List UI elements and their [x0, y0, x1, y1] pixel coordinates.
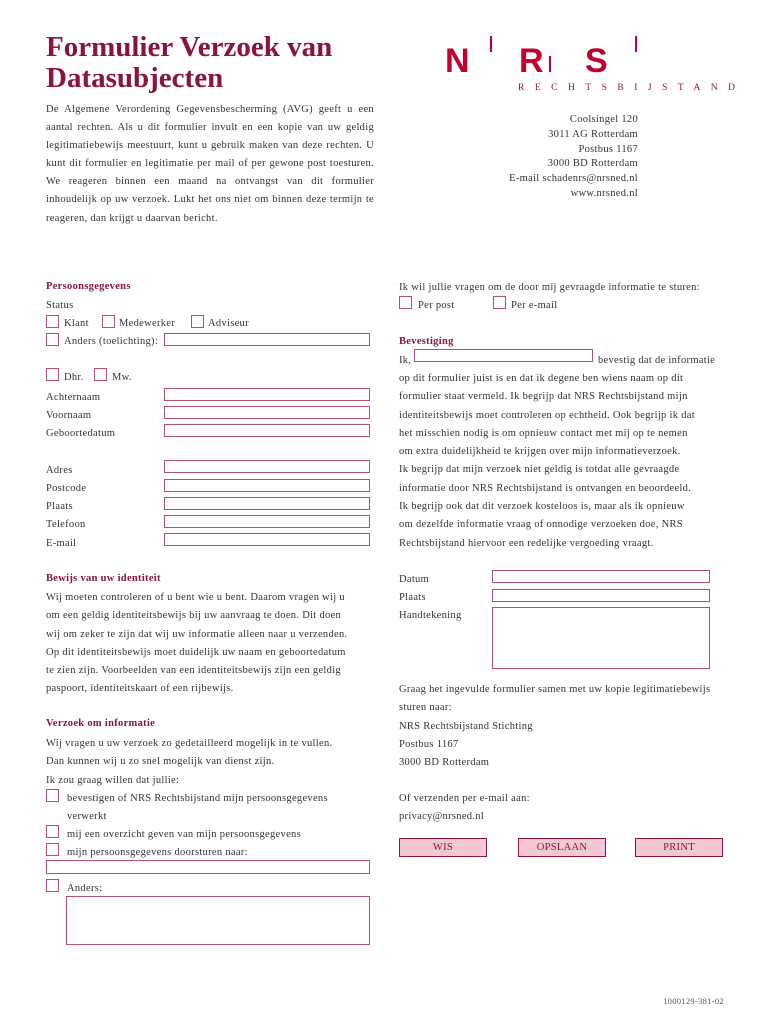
dhr-label: Dhr. — [64, 372, 84, 383]
bevestiging-line: op dit formulier juist is en dat ik degene ben wiens naam op dit — [399, 373, 684, 384]
bevestigen-checkbox[interactable] — [46, 789, 59, 802]
adres-label: Adres — [46, 465, 73, 476]
bevestiging-line: Ik begrijp ook dat dit verzoek kosteloos is, maar als ik opnieuw — [399, 501, 685, 513]
page-title — [46, 32, 332, 94]
bevestiging-line: Ik begrijp dat mijn verzoek niet geldig is totdat alle gevraagde — [399, 464, 680, 476]
retour-line: Graag het ingevulde formulier samen met uw kopie legitimatiebewijs — [399, 684, 711, 695]
document-number: 1000129-381-02 — [663, 996, 724, 1006]
overzicht-label: mij een overzicht geven van mijn persoonsgegevens — [67, 829, 301, 840]
bevestiging-heading: Bevestiging — [399, 336, 454, 347]
logo-bar — [635, 36, 637, 52]
title-line-2: Datasubjecten — [46, 62, 224, 94]
anders-textarea[interactable] — [66, 896, 370, 945]
bevestigen-label — [67, 790, 328, 827]
verzoek-line: Wij vragen u uw verzoek zo gedetailleerd mogelijk in te vullen. — [46, 738, 333, 749]
bevestiging-line: Rechtsbijstand hiervoor een redelijke vergoeding vraagt. — [399, 537, 654, 549]
company-address — [470, 113, 638, 202]
bevestiging-line: identiteitsbewijs moet controleren op echtheid. Ook begrijp ik dat — [399, 409, 695, 421]
status-medewerker-label: Medewerker — [119, 318, 176, 329]
bevestigen-label-line: verwerkt — [67, 811, 107, 823]
datum-input[interactable] — [492, 570, 710, 583]
achternaam-input[interactable] — [164, 388, 370, 401]
bewijs-line: paspoort, identiteitskaart of een rijbewijs. — [46, 683, 234, 695]
address-line: 3011 AG Rotterdam — [548, 128, 638, 140]
intro-text: De Algemene Verordening Gegevensbescherming (AVG) geeft u een aantal rechten. Als u dit formulier invult en een kopie van uw geldig legitimatiebewijs meestuurt, kunt u gebruik maken van deze rechten. U kunt dit formulier en legitimatie per mail of per gewone post toesturen. We reageren binnen een maand na ontvangst van dit formulier inhoudelijk op uw verzoek. Lukt het ons niet om binnen deze termijn te reageren, dan krijgt u daarvan bericht. — [46, 104, 374, 224]
bevestiging-line: formulier staat vermeld. Ik begrijp dat NRS Rechtsbijstand mijn — [399, 391, 688, 403]
persoonsgegevens-heading: Persoonsgegevens — [46, 281, 131, 292]
retour-email: privacy@nrsned.nl — [399, 811, 485, 822]
retour-line: Postbus 1167 — [399, 738, 459, 750]
mw-label: Mw. — [112, 372, 132, 383]
status-adviseur-label: Adviseur — [208, 318, 249, 329]
retour-line: 3000 BD Rotterdam — [399, 757, 490, 769]
status-anders-checkbox[interactable] — [46, 333, 59, 346]
bevestiging-naam-input[interactable] — [414, 349, 593, 362]
bewijs-line: Op dit identiteitsbewijs moet duidelijk uw naam en geboortedatum — [46, 646, 346, 658]
verzoek-text — [46, 735, 386, 790]
bewijs-line: om een geldig identiteitsbewijs bij uw aanvraag te doen. Dit doen — [46, 610, 342, 622]
title-line-1: Formulier Verzoek van — [46, 31, 333, 63]
retour-email-intro: Of verzenden per e-mail aan: — [399, 793, 530, 804]
bevestiging-line: om extra duidelijkheid te krijgen over mijn informatieverzoek. — [399, 446, 681, 458]
voornaam-label: Voornaam — [46, 410, 92, 421]
geboortedatum-input[interactable] — [164, 424, 370, 437]
status-label: Status — [46, 300, 74, 311]
retour-line: NRS Rechtsbijstand Stichting — [399, 720, 533, 732]
adres-input[interactable] — [164, 460, 370, 473]
verzoek-line: Dan kunnen wij u zo snel mogelijk van dienst zijn. — [46, 756, 275, 768]
voornaam-input[interactable] — [164, 406, 370, 419]
anders-label: Anders: — [67, 883, 103, 894]
per-post-label: Per post — [418, 300, 455, 311]
dhr-checkbox[interactable] — [46, 368, 59, 381]
per-email-checkbox[interactable] — [493, 296, 506, 309]
wis-button[interactable]: WIS — [399, 838, 487, 857]
anders-checkbox[interactable] — [46, 879, 59, 892]
retour-text — [399, 681, 734, 772]
bevestiging-line: informatie door NRS Rechtsbijstand is ontvangen en beoordeeld. — [399, 482, 692, 494]
bevestiging-text — [399, 370, 729, 553]
bewijs-line: te zien zijn. Voorbeelden van een identiteitsbewijs zijn een geldig — [46, 665, 341, 677]
address-line: 3000 BD Rotterdam — [547, 158, 638, 170]
status-anders-input[interactable] — [164, 333, 370, 346]
zenden-question: Ik wil jullie vragen om de door mij gevraagde informatie te sturen: — [399, 282, 700, 293]
postcode-input[interactable] — [164, 479, 370, 492]
logo-subtitle: RECHTSBIJSTAND — [518, 83, 746, 93]
verzoek-line: Ik zou graag willen dat jullie: — [46, 774, 180, 786]
bevestiging-suffix: bevestig dat de informatie — [598, 355, 716, 366]
bevestiging-line: het misschien nodig is om opnieuw contact met mij op te nemen — [399, 427, 688, 439]
email-label: E-mail — [46, 538, 77, 549]
status-klant-label: Klant — [64, 318, 89, 329]
telefoon-input[interactable] — [164, 515, 370, 528]
mw-checkbox[interactable] — [94, 368, 107, 381]
bewijs-heading: Bewijs van uw identiteit — [46, 573, 161, 584]
doorsturen-input[interactable] — [46, 860, 370, 874]
logo-letter-r: R — [519, 42, 544, 80]
handtekening-label: Handtekening — [399, 610, 462, 621]
bevestiging-line: om dezelfde informatie vraag of onnodige verzoeken doe, NRS — [399, 519, 683, 531]
address-email: E-mail schadenrs@nrsned.nl — [509, 173, 638, 185]
telefoon-label: Telefoon — [46, 519, 86, 530]
per-email-label: Per e-mail — [511, 300, 558, 311]
handtekening-input[interactable] — [492, 607, 710, 669]
ondertekening-plaats-input[interactable] — [492, 589, 710, 602]
bewijs-line: Wij moeten controleren of u bent wie u bent. Daarom vragen wij u — [46, 592, 345, 603]
achternaam-label: Achternaam — [46, 392, 101, 403]
retour-line: sturen naar: — [399, 702, 452, 714]
bevestigen-label-line: bevestigen of NRS Rechtsbijstand mijn persoonsgegevens — [67, 793, 328, 804]
overzicht-checkbox[interactable] — [46, 825, 59, 838]
plaats-label: Plaats — [46, 501, 73, 512]
geboortedatum-label: Geboortedatum — [46, 428, 116, 439]
bewijs-text — [46, 589, 386, 699]
plaats-input[interactable] — [164, 497, 370, 510]
verzoek-heading: Verzoek om informatie — [46, 718, 156, 729]
ondertekening-plaats-label: Plaats — [399, 592, 426, 603]
logo-letter-n: N — [445, 42, 470, 80]
datum-label: Datum — [399, 574, 430, 585]
logo-letter-s: S — [585, 42, 608, 80]
status-anders-label: Anders (toelichting): — [64, 336, 159, 347]
status-klant-checkbox[interactable] — [46, 315, 59, 328]
doorsturen-checkbox[interactable] — [46, 843, 59, 856]
doorsturen-label: mijn persoonsgegevens doorsturen naar: — [67, 847, 248, 858]
opslaan-button[interactable]: OPSLAAN — [518, 838, 606, 857]
address-line: Coolsingel 120 — [569, 114, 638, 125]
bevestiging-ik-label: Ik, — [399, 355, 412, 366]
logo-bar — [490, 36, 492, 52]
logo-bar — [549, 56, 551, 72]
email-input[interactable] — [164, 533, 370, 546]
postcode-label: Postcode — [46, 483, 87, 494]
address-website: www.nrsned.nl — [570, 187, 638, 199]
status-adviseur-checkbox[interactable] — [191, 315, 204, 328]
nrs-logo — [445, 42, 645, 82]
per-post-checkbox[interactable] — [399, 296, 412, 309]
address-line: Postbus 1167 — [578, 143, 638, 155]
print-button[interactable]: PRINT — [635, 838, 723, 857]
bewijs-line: wij om zeker te zijn dat wij uw informatie alleen naar u verzenden. — [46, 628, 348, 640]
status-medewerker-checkbox[interactable] — [102, 315, 115, 328]
